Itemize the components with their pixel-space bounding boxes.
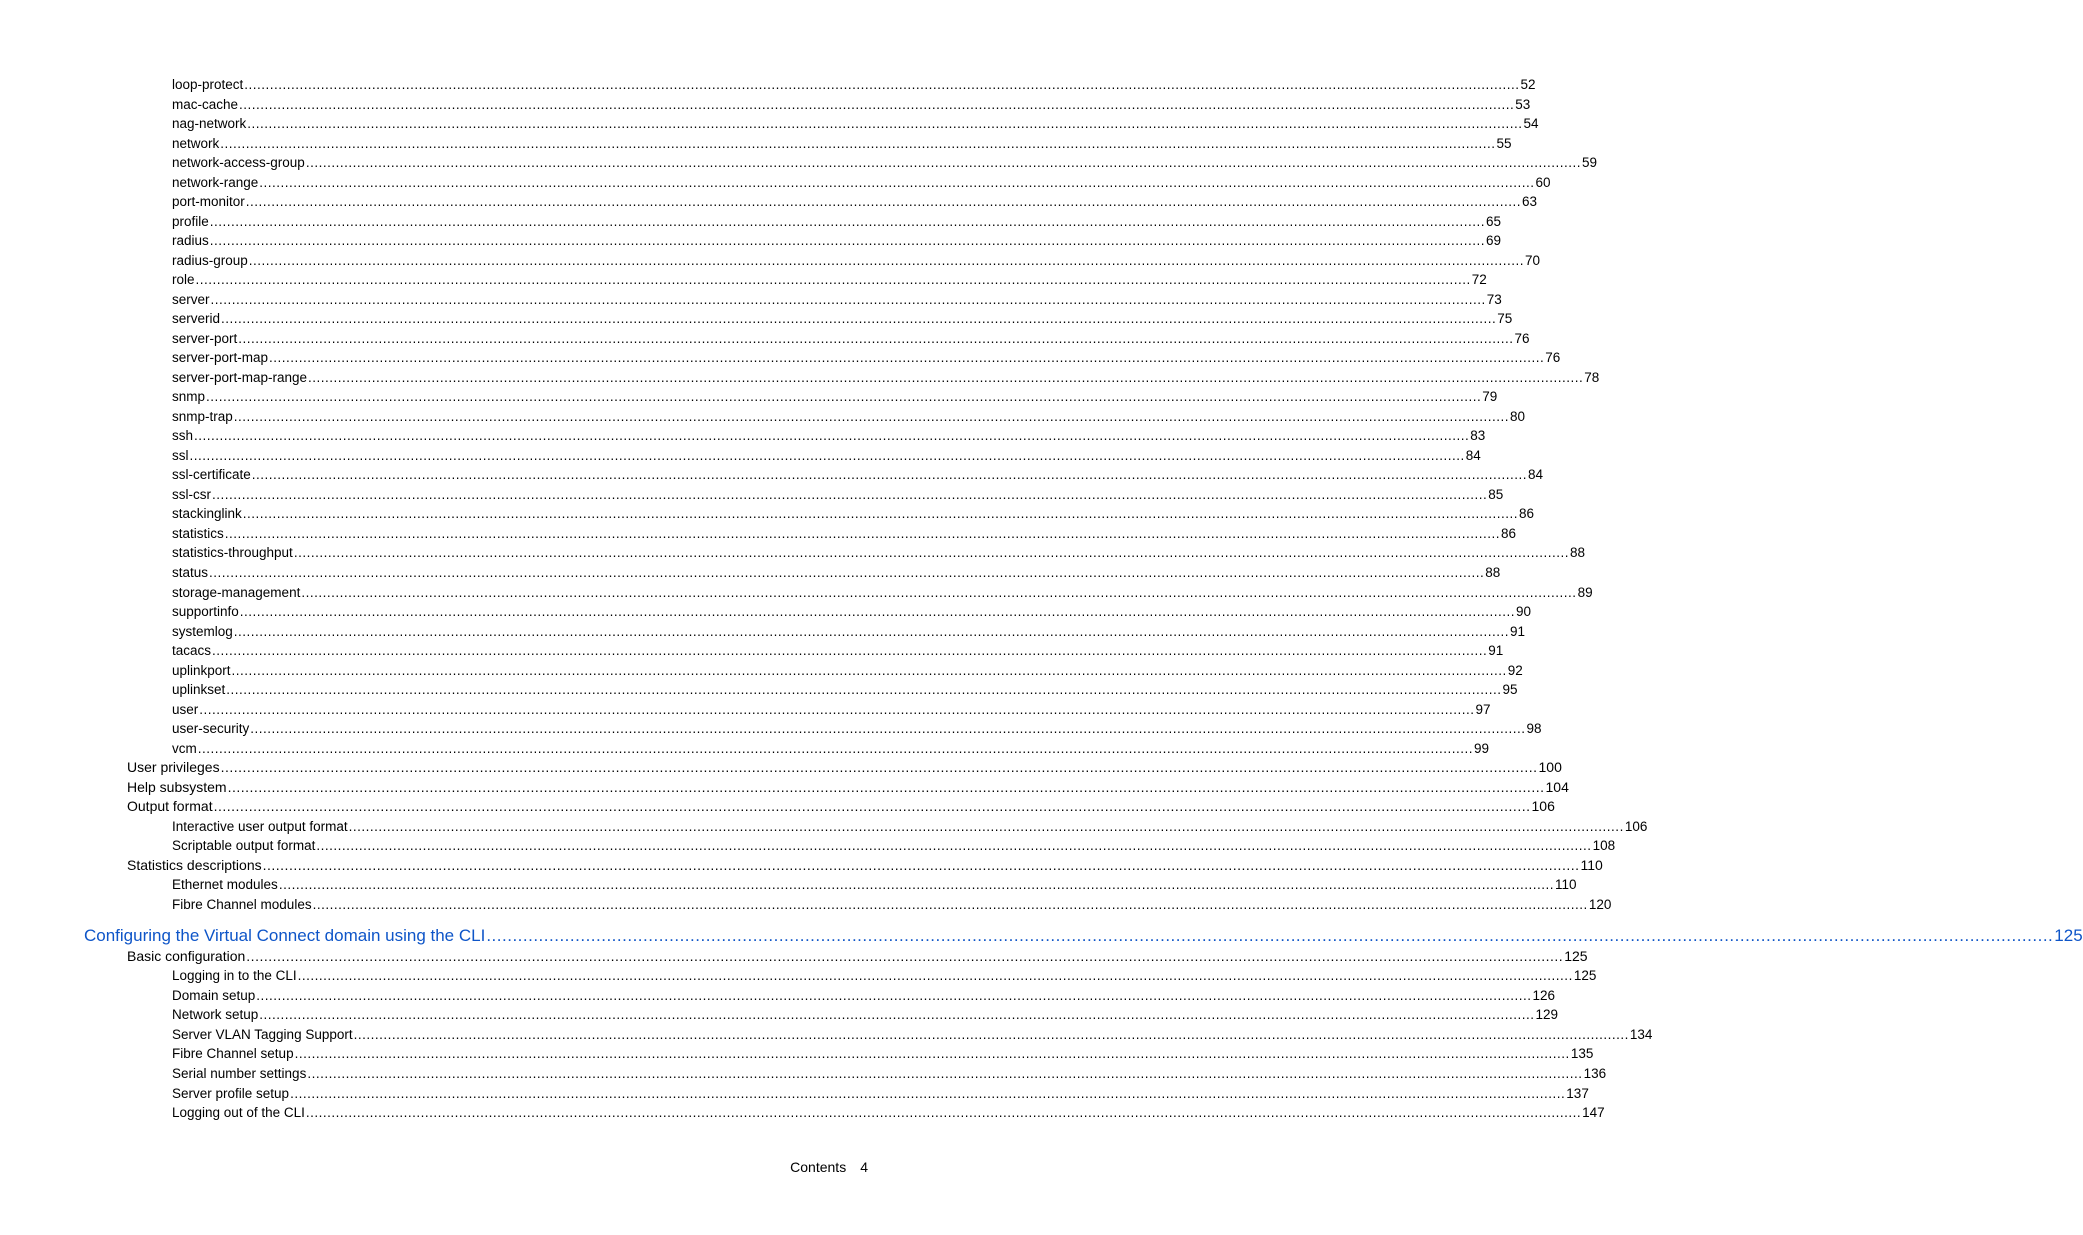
toc-entry[interactable] [172,1084,1589,1104]
toc-entry-title: ssl-csr [172,486,211,502]
toc-entry-page-number: 91 [1488,643,1504,659]
toc-entry[interactable] [172,75,1536,95]
toc-entry-page-number: 108 [1592,838,1616,854]
toc-entry[interactable] [172,192,1538,212]
toc-entry-page-number: 60 [1535,174,1551,190]
toc-entry-title: Server profile setup [172,1085,290,1101]
toc-entry[interactable] [172,485,1504,505]
toc-entry-title: User privileges [127,759,220,776]
toc-entry-title: Fibre Channel setup [172,1046,294,1062]
toc-entry-title: Interactive user output format [172,818,348,834]
toc-entry-page-number: 104 [1545,778,1569,795]
toc-entry-page-number: 90 [1516,604,1532,620]
toc-entry[interactable] [172,641,1504,661]
toc-entry-title: network-range [172,174,259,190]
toc-entry[interactable] [172,251,1541,271]
toc-entry[interactable] [172,290,1502,310]
toc-entry-page-number: 76 [1514,330,1530,346]
toc-entry-page-number: 106 [1531,798,1555,815]
toc-entry[interactable] [172,465,1544,485]
toc-entry[interactable] [172,270,1487,290]
toc-entry-title: serverid [172,311,221,327]
dot-leader: ............................................................................................................................................................................................................................................................................................................ [247,116,1523,132]
dot-leader: ............................................................................................................................................................................................................................................................................................................ [221,311,1497,327]
toc-entry-page-number: 110 [1555,877,1577,893]
toc-entry-page-number: 72 [1471,272,1487,288]
toc-entry-title: mac-cache [172,96,239,112]
toc-entry[interactable] [172,309,1513,329]
dot-leader: ............................................................................................................................................................................................................................................................................................................ [233,623,1510,639]
toc-entry[interactable] [172,212,1502,232]
toc-entry-title: tacacs [172,643,212,659]
toc-entry-page-number: 95 [1502,682,1518,698]
toc-entry-page-number: 136 [1583,1066,1607,1081]
toc-entry-page-number: 69 [1486,233,1502,249]
dot-leader: ............................................................................................................................................................................................................................................................................................................ [297,968,1573,984]
toc-entry[interactable] [172,875,1577,895]
toc-entry[interactable] [172,583,1593,603]
dot-leader: ............................................................................................................................................................................................................................................................................................................ [220,759,1538,776]
toc-entry[interactable] [172,836,1616,856]
dot-leader: ............................................................................................................................................................................................................................................................................................................ [251,467,1527,483]
toc-entry-page-number: 54 [1523,116,1539,132]
toc-entry-title: user-security [172,721,250,737]
toc-entry[interactable] [172,543,1586,563]
toc-entry-title: server-port-map [172,350,269,366]
dot-leader: ............................................................................................................................................................................................................................................................................................................ [305,155,1582,171]
toc-entry-title: Configuring the Virtual Connect domain using the CLI [84,926,486,946]
dot-leader: ............................................................................................................................................................................................................................................................................................................ [220,135,1496,151]
dot-leader: ............................................................................................................................................................................................................................................................................................................ [248,252,1525,268]
dot-leader: ............................................................................................................................................................................................................................................................................................................ [197,740,1473,756]
toc-entry[interactable] [172,719,1542,739]
toc-entry-title: server-port [172,330,238,346]
toc-entry[interactable] [172,602,1532,622]
dot-leader: ............................................................................................................................................................................................................................................................................................................ [233,408,1510,424]
toc-entry-title: network [172,135,220,151]
toc-entry-title: ssl-certificate [172,467,251,483]
toc-entry-title: radius-group [172,252,248,268]
toc-entry-page-number: 134 [1629,1026,1653,1042]
toc-entry-page-number: 75 [1497,311,1513,327]
dot-leader: ............................................................................................................................................................................................................................................................................................................ [245,194,1522,210]
toc-entry-title: Ethernet modules [172,877,278,893]
toc-entry-title: statistics-throughput [172,545,293,561]
toc-entry-title: Serial number settings [172,1066,307,1081]
dot-leader: ............................................................................................................................................................................................................................................................................................................ [269,350,1545,366]
toc-entry-page-number: 59 [1582,155,1598,171]
dot-leader: ............................................................................................................................................................................................................................................................................................................ [210,291,1486,307]
toc-entry[interactable] [172,1044,1594,1064]
dot-leader: ............................................................................................................................................................................................................................................................................................................ [305,1105,1582,1121]
toc-entry-page-number: 53 [1515,96,1531,112]
toc-entry-title: Statistics descriptions [127,856,262,873]
dot-leader: ............................................................................................................................................................................................................................................................................................................ [290,1085,1566,1101]
toc-entry-title: Domain setup [172,987,256,1003]
toc-entry-page-number: 135 [1570,1046,1594,1062]
toc-entry[interactable] [172,348,1561,368]
toc-entry-page-number: 86 [1519,506,1535,522]
toc-entry[interactable] [84,925,2083,947]
toc-entry-title: ssh [172,428,194,444]
toc-entry-title: Output format [127,798,213,815]
toc-entry-page-number: 110 [1580,856,1603,873]
toc-entry[interactable] [172,966,1597,986]
toc-entry-title: ssl [172,447,189,463]
toc-entry[interactable] [172,1025,1653,1045]
toc-entry-title: radius [172,233,209,249]
toc-entry[interactable] [172,95,1531,115]
toc-entry[interactable] [172,700,1491,720]
toc-entry-title: uplinkport [172,662,231,678]
dot-leader: ............................................................................................................................................................................................................................................................................................................ [224,525,1500,541]
toc-entry-page-number: 99 [1473,740,1490,756]
toc-entry-page-number: 147 [1582,1105,1605,1121]
toc-entry[interactable] [172,407,1526,427]
toc-entry-title: nag-network [172,116,247,132]
dot-leader: ............................................................................................................................................................................................................................................................................................................ [227,778,1545,795]
toc-entry-page-number: 125 [1564,947,1588,964]
toc-entry-page-number: 84 [1465,447,1481,463]
toc-entry[interactable] [172,817,1648,837]
toc-entry-title: loop-protect [172,77,244,92]
toc-entry-page-number: 100 [1538,759,1562,776]
dot-leader: ............................................................................................................................................................................................................................................................................................................ [244,77,1520,92]
toc-entry-title: uplinkset [172,682,226,698]
dot-leader: ............................................................................................................................................................................................................................................................................................................ [195,272,1471,288]
toc-entry[interactable] [127,758,1562,778]
toc-entry[interactable] [172,739,1490,759]
toc-entry[interactable] [172,153,1598,173]
toc-entry-title: Help subsystem [127,778,227,795]
toc-entry[interactable] [172,329,1530,349]
toc-entry-page-number: 63 [1522,194,1538,210]
dot-leader: ............................................................................................................................................................................................................................................................................................................ [259,174,1535,190]
toc-entry-title: Scriptable output format [172,838,316,854]
dot-leader: ............................................................................................................................................................................................................................................................................................................ [206,389,1482,405]
toc-entry-page-number: 137 [1566,1085,1589,1101]
toc-entry-page-number: 98 [1526,721,1542,737]
toc-entry-page-number: 85 [1488,486,1504,502]
toc-entry-title: snmp-trap [172,408,233,424]
toc-entry-page-number: 88 [1485,565,1501,580]
toc-entry[interactable] [172,368,1600,388]
dot-leader: ............................................................................................................................................................................................................................................................................................................ [312,896,1588,912]
toc-entry[interactable] [172,895,1612,915]
dot-leader: ............................................................................................................................................................................................................................................................................................................ [238,330,1514,346]
toc-entry-title: status [172,565,209,580]
dot-leader: ............................................................................................................................................................................................................................................................................................................ [348,818,1624,834]
toc-entry-page-number: 80 [1510,408,1526,424]
toc-entry-page-number: 125 [2054,926,2083,946]
toc-entry-title: port-monitor [172,194,245,210]
dot-leader: ............................................................................................................................................................................................................................................................................................................ [293,545,1570,561]
toc-entry[interactable] [172,986,1556,1006]
toc-entry-title: snmp [172,389,206,405]
page-footer [790,1159,868,1175]
toc-entry[interactable] [172,446,1481,466]
toc-entry-page-number: 125 [1573,968,1597,984]
toc-entry-page-number: 55 [1496,135,1512,151]
toc-entry[interactable] [172,1103,1605,1123]
toc-entry-page-number: 91 [1510,623,1526,639]
toc-entry-title: Logging out of the CLI [172,1105,305,1121]
toc-entry[interactable] [127,778,1569,798]
toc-entry[interactable] [172,622,1526,642]
toc-entry-page-number: 52 [1520,77,1536,92]
toc-entry-title: Fibre Channel modules [172,896,312,912]
dot-leader: ............................................................................................................................................................................................................................................................................................................ [239,96,1515,112]
dot-leader: ............................................................................................................................................................................................................................................................................................................ [212,486,1488,502]
dot-leader: ............................................................................................................................................................................................................................................................................................................ [301,584,1577,600]
toc-entry-title: role [172,272,195,288]
toc-entry[interactable] [172,563,1501,583]
toc-entry-title: network-access-group [172,155,305,171]
toc-entry-page-number: 76 [1545,350,1561,366]
dot-leader: ............................................................................................................................................................................................................................................................................................................ [242,506,1519,522]
toc-entry-page-number: 89 [1577,584,1593,600]
dot-leader: ............................................................................................................................................................................................................................................................................................................ [199,701,1475,717]
toc-entry[interactable] [172,1005,1559,1025]
dot-leader: ............................................................................................................................................................................................................................................................................................................ [262,856,1580,873]
dot-leader: ............................................................................................................................................................................................................................................................................................................ [246,947,1564,964]
toc-entry-page-number: 129 [1535,1007,1559,1023]
dot-leader: ............................................................................................................................................................................................................................................................................................................ [294,1046,1570,1062]
toc-entry-page-number: 97 [1475,701,1491,717]
dot-leader: ............................................................................................................................................................................................................................................................................................................ [239,604,1516,620]
footer-label: Contents [790,1159,847,1175]
toc-entry[interactable] [172,1064,1607,1084]
toc-entry-page-number: 73 [1486,291,1502,307]
toc-entry[interactable] [172,426,1486,446]
dot-leader: ............................................................................................................................................................................................................................................................................................................ [353,1026,1629,1042]
dot-leader: ............................................................................................................................................................................................................................................................................................................ [307,1066,1583,1081]
dot-leader: ............................................................................................................................................................................................................................................................................................................ [486,926,2054,946]
toc-entry-title: supportinfo [172,604,239,620]
toc-entry-title: vcm [172,740,197,756]
toc-entry-title: server-port-map-range [172,369,308,385]
toc-entry[interactable] [172,661,1523,681]
toc-entry[interactable] [127,947,1588,967]
toc-entry-title: stackinglink [172,506,242,522]
toc-entry-title: Logging in to the CLI [172,968,297,984]
toc-entry[interactable] [172,173,1551,193]
toc-entry[interactable] [172,680,1518,700]
dot-leader: ............................................................................................................................................................................................................................................................................................................ [250,721,1526,737]
toc-entry[interactable] [172,231,1502,251]
dot-leader: ............................................................................................................................................................................................................................................................................................................ [308,369,1584,385]
toc-entry[interactable] [172,387,1498,407]
dot-leader: ............................................................................................................................................................................................................................................................................................................ [189,447,1465,463]
dot-leader: ............................................................................................................................................................................................................................................................................................................ [226,682,1502,698]
toc-entry-title: Server VLAN Tagging Support [172,1026,353,1042]
toc-entry[interactable] [127,856,1603,876]
toc-entry-title: systemlog [172,623,233,639]
toc-entry-title: profile [172,213,209,229]
toc-entry-page-number: 79 [1482,389,1498,405]
toc-entry[interactable] [172,524,1517,544]
toc-entry-page-number: 84 [1528,467,1544,483]
toc-entry[interactable] [127,797,1555,817]
toc-entry-page-number: 92 [1507,662,1523,678]
toc-entry-title: user [172,701,199,717]
dot-leader: ............................................................................................................................................................................................................................................................................................................ [256,987,1532,1003]
dot-leader: ............................................................................................................................................................................................................................................................................................................ [209,565,1485,580]
toc-entry-title: Network setup [172,1007,259,1023]
toc-entry-page-number: 88 [1570,545,1586,561]
dot-leader: ............................................................................................................................................................................................................................................................................................................ [316,838,1592,854]
dot-leader: ............................................................................................................................................................................................................................................................................................................ [259,1007,1535,1023]
dot-leader: ............................................................................................................................................................................................................................................................................................................ [278,877,1555,893]
toc-entry[interactable] [172,114,1539,134]
dot-leader: ............................................................................................................................................................................................................................................................................................................ [231,662,1507,678]
toc-entry-page-number: 78 [1584,369,1600,385]
toc-entry-title: storage-management [172,584,301,600]
toc-entry-page-number: 83 [1470,428,1486,444]
toc-entry-page-number: 70 [1525,252,1541,268]
toc-entry-title: server [172,291,210,307]
footer-page-number: 4 [860,1159,868,1175]
dot-leader: ............................................................................................................................................................................................................................................................................................................ [212,643,1488,659]
toc-entry-page-number: 65 [1486,213,1502,229]
toc-entry-page-number: 106 [1624,818,1648,834]
toc-entry-page-number: 126 [1532,987,1556,1003]
dot-leader: ............................................................................................................................................................................................................................................................................................................ [209,233,1486,249]
toc-entry[interactable] [172,504,1535,524]
toc-entry-page-number: 120 [1588,896,1612,912]
dot-leader: ............................................................................................................................................................................................................................................................................................................ [209,213,1486,229]
toc-entry-title: Basic configuration [127,947,246,964]
toc-entry-page-number: 86 [1501,525,1517,541]
toc-entry[interactable] [172,134,1512,154]
dot-leader: ............................................................................................................................................................................................................................................................................................................ [194,428,1470,444]
dot-leader: ............................................................................................................................................................................................................................................................................................................ [213,798,1531,815]
toc-entry-title: statistics [172,525,224,541]
